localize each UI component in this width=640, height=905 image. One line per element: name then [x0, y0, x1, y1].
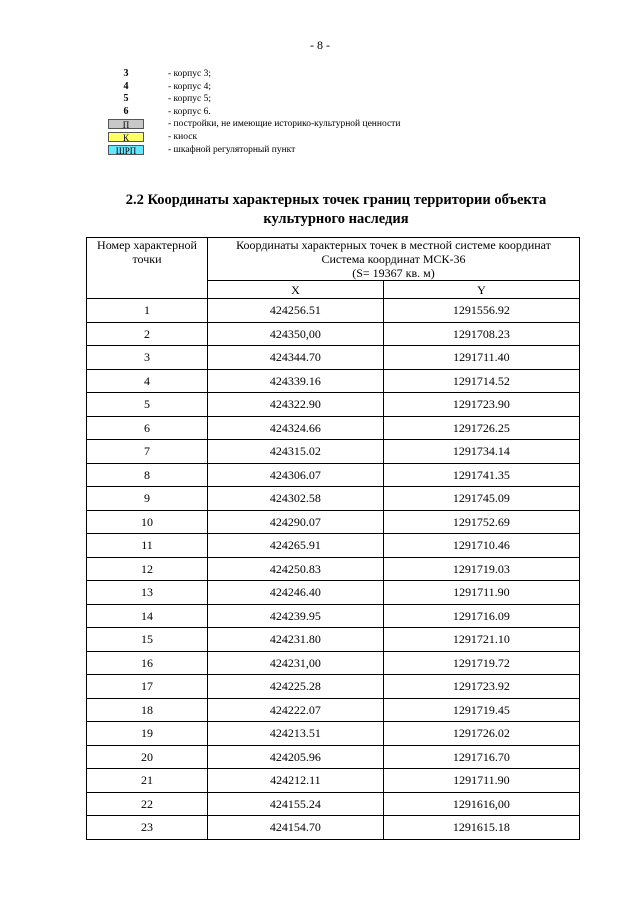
cell-point-number: 11 [87, 534, 208, 558]
table-row [87, 628, 580, 652]
cell-y: 1291711.90 [383, 769, 579, 793]
table-row [87, 369, 580, 393]
cell-y: 1291723.90 [383, 393, 579, 417]
cell-x: 424339.16 [208, 369, 384, 393]
cell-y: 1291716.70 [383, 745, 579, 769]
page-number: - 8 - [310, 38, 330, 52]
cell-point-number: 3 [87, 346, 208, 370]
table-row [87, 816, 580, 840]
cell-y: 1291716.09 [383, 604, 579, 628]
cell-y: 1291711.90 [383, 581, 579, 605]
legend-swatch: П [108, 119, 144, 129]
table-row [87, 557, 580, 581]
cell-point-number: 22 [87, 792, 208, 816]
legend-swatch: ШРП [108, 145, 144, 155]
cell-x: 424306.07 [208, 463, 384, 487]
cell-x: 424256.51 [208, 299, 384, 323]
table-row [87, 440, 580, 464]
table-row [87, 675, 580, 699]
header-coords-line1: Координаты характерных точек в местной системе координат [236, 238, 551, 252]
legend-number: 3 [123, 68, 129, 79]
table-row [87, 322, 580, 346]
legend-number: 5 [123, 93, 129, 105]
header-y: Y [383, 281, 579, 299]
cell-x: 424250.83 [208, 557, 384, 581]
legend-swatch: К [108, 132, 144, 142]
table-row [87, 534, 580, 558]
cell-point-number: 6 [87, 416, 208, 440]
header-coords-line2: Система координат МСК-36 [321, 252, 466, 266]
table-row [87, 581, 580, 605]
table-row [87, 487, 580, 511]
cell-y: 1291721.10 [383, 628, 579, 652]
section-title-line2: культурного наследия [263, 211, 409, 227]
cell-x: 424265.91 [208, 534, 384, 558]
table-row [87, 463, 580, 487]
legend-text: - шкафной регуляторный пункт [168, 144, 296, 155]
table-row [87, 416, 580, 440]
cell-point-number: 8 [87, 463, 208, 487]
cell-x: 424222.07 [208, 698, 384, 722]
cell-point-number: 5 [87, 393, 208, 417]
legend-text: - корпус 3; [168, 69, 211, 79]
table-row [87, 393, 580, 417]
legend-text: - постройки, не имеющие историко-культурной ценности [168, 119, 401, 130]
cell-y: 1291719.72 [383, 651, 579, 675]
legend-text: - корпус 5; [168, 94, 211, 105]
cell-y: 1291752.69 [383, 510, 579, 534]
cell-x: 424154.70 [208, 816, 384, 840]
cell-x: 424350,00 [208, 322, 384, 346]
cell-y: 1291616,00 [383, 792, 579, 816]
cell-y: 1291726.02 [383, 722, 579, 746]
cell-x: 424213.51 [208, 722, 384, 746]
cell-x: 424212.11 [208, 769, 384, 793]
section-title-line1: 2.2 Координаты характерных точек границ территории объекта [125, 192, 547, 208]
section-title [86, 191, 586, 229]
table-row [87, 651, 580, 675]
cell-y: 1291726.25 [383, 416, 579, 440]
cell-point-number: 18 [87, 698, 208, 722]
cell-y: 1291745.09 [383, 487, 579, 511]
cell-point-number: 13 [87, 581, 208, 605]
cell-x: 424231.80 [208, 628, 384, 652]
cell-x: 424205.96 [208, 745, 384, 769]
legend-number: 6 [123, 105, 129, 117]
cell-x: 424315.02 [208, 440, 384, 464]
header-point-number: Номер характерной точки [87, 238, 208, 299]
cell-point-number: 23 [87, 816, 208, 840]
cell-y: 1291723.92 [383, 675, 579, 699]
cell-point-number: 16 [87, 651, 208, 675]
cell-x: 424290.07 [208, 510, 384, 534]
cell-point-number: 21 [87, 769, 208, 793]
header-coordinates [208, 238, 580, 281]
cell-point-number: 9 [87, 487, 208, 511]
legend-number: 4 [123, 80, 129, 92]
cell-x: 424344.70 [208, 346, 384, 370]
cell-point-number: 1 [87, 299, 208, 323]
table-row [87, 792, 580, 816]
cell-x: 424155.24 [208, 792, 384, 816]
table-row [87, 299, 580, 323]
cell-x: 424324.66 [208, 416, 384, 440]
cell-x: 424246.40 [208, 581, 384, 605]
cell-y: 1291741.35 [383, 463, 579, 487]
cell-y: 1291714.52 [383, 369, 579, 393]
cell-x: 424322.90 [208, 393, 384, 417]
cell-point-number: 20 [87, 745, 208, 769]
cell-point-number: 12 [87, 557, 208, 581]
table-row [87, 346, 580, 370]
cell-point-number: 19 [87, 722, 208, 746]
cell-x: 424302.58 [208, 487, 384, 511]
cell-y: 1291711.40 [383, 346, 579, 370]
table-row [87, 769, 580, 793]
cell-y: 1291710.46 [383, 534, 579, 558]
table-row [87, 604, 580, 628]
cell-point-number: 10 [87, 510, 208, 534]
header-coords-line3: (S= 19367 кв. м) [352, 266, 435, 280]
cell-y: 1291734.14 [383, 440, 579, 464]
legend-text: - корпус 4; [168, 81, 211, 92]
cell-point-number: 14 [87, 604, 208, 628]
cell-y: 1291556.92 [383, 299, 579, 323]
cell-point-number: 4 [87, 369, 208, 393]
cell-y: 1291719.45 [383, 698, 579, 722]
legend-text: - корпус 6. [168, 106, 211, 117]
coordinates-table [86, 237, 580, 840]
table-row [87, 510, 580, 534]
cell-point-number: 17 [87, 675, 208, 699]
cell-x: 424225.28 [208, 675, 384, 699]
cell-y: 1291719.03 [383, 557, 579, 581]
cell-point-number: 2 [87, 322, 208, 346]
header-x: X [208, 281, 384, 299]
cell-x: 424239.95 [208, 604, 384, 628]
cell-point-number: 15 [87, 628, 208, 652]
cell-point-number: 7 [87, 440, 208, 464]
legend-text: - киоск [168, 131, 198, 142]
cell-x: 424231,00 [208, 651, 384, 675]
table-row [87, 698, 580, 722]
cell-y: 1291708.23 [383, 322, 579, 346]
table-row [87, 722, 580, 746]
cell-y: 1291615.18 [383, 816, 579, 840]
table-row [87, 745, 580, 769]
